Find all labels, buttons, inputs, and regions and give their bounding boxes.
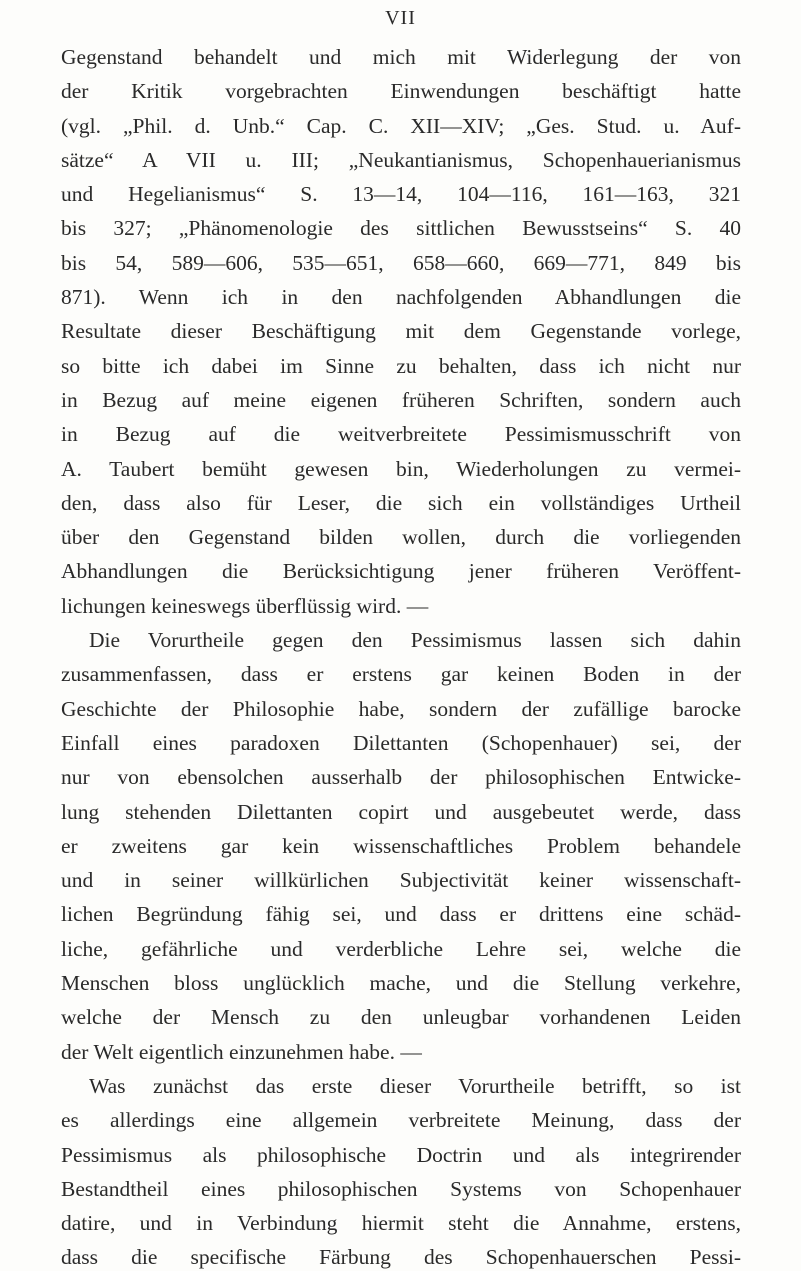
text-line: und in seiner willkürlichen Subjectivität keiner wissenschaft-	[61, 868, 741, 893]
text-line: Die Vorurtheile gegen den Pessimismus lassen sich dahin	[89, 628, 741, 653]
text-line: datire, und in Verbindung hiermit steht die Annahme, erstens,	[61, 1211, 741, 1236]
text-line: und Hegelianismus“ S. 13—14, 104—116, 161—163, 321	[61, 182, 741, 207]
text-line: Resultate dieser Beschäftigung mit dem Gegenstande vorlege,	[61, 319, 741, 344]
text-line: bis 54, 589—606, 535—651, 658—660, 669—771, 849 bis	[61, 250, 741, 275]
text-line: (vgl. „Phil. d. Unb.“ Cap. C. XII—XIV; „Ges. Stud. u. Auf-	[61, 113, 741, 138]
text-line: der Kritik vorgebrachten Einwendungen beschäftigt hatte	[61, 79, 741, 104]
text-line: 871). Wenn ich in den nachfolgenden Abhandlungen die	[61, 285, 741, 310]
text-line: es allerdings eine allgemein verbreitete Meinung, dass der	[61, 1108, 741, 1133]
text-line: liche, gefährliche und verderbliche Lehre sei, welche die	[61, 936, 741, 961]
text-line: lung stehenden Dilettanten copirt und ausgebeutet werde, dass	[61, 799, 741, 824]
text-line: so bitte ich dabei im Sinne zu behalten, dass ich nicht nur	[61, 353, 741, 378]
text-line: der Welt eigentlich einzunehmen habe. —	[61, 1039, 422, 1064]
text-line: in Bezug auf die weitverbreitete Pessimismusschrift von	[61, 422, 741, 447]
text-line: Gegenstand behandelt und mich mit Widerlegung der von	[61, 45, 741, 69]
text-line: Einfall eines paradoxen Dilettanten (Schopenhauer) sei, der	[61, 730, 741, 755]
text-line: Was zunächst das erste dieser Vorurtheile betrifft, so ist	[89, 1073, 741, 1098]
text-line: Pessimismus als philosophische Doctrin und als integrirender	[61, 1142, 741, 1167]
text-line: A. Taubert bemüht gewesen bin, Wiederholungen zu vermei-	[61, 456, 741, 481]
text-line: bis 327; „Phänomenologie des sittlichen Bewusstseins“ S. 40	[61, 216, 741, 241]
text-line: Abhandlungen die Berücksichtigung jener früheren Veröffent-	[61, 559, 741, 584]
text-line: Geschichte der Philosophie habe, sondern der zufällige barocke	[61, 696, 741, 721]
text-line: über den Gegenstand bilden wollen, durch die vorliegenden	[61, 525, 741, 550]
text-line: in Bezug auf meine eigenen früheren Schriften, sondern auch	[61, 387, 741, 412]
text-line: Bestandtheil eines philosophischen Systems von Schopenhauer	[61, 1176, 741, 1201]
text-line: nur von ebensolchen ausserhalb der philosophischen Entwicke-	[61, 765, 741, 790]
page-number: VII	[385, 7, 416, 29]
text-line: dass die specifische Färbung des Schopenhauerschen Pessi-	[61, 1245, 741, 1270]
text-line: zusammenfassen, dass er erstens gar keinen Boden in der	[61, 662, 741, 687]
text-line: den, dass also für Leser, die sich ein vollständiges Urtheil	[61, 490, 741, 515]
text-line: lichen Begründung fähig sei, und dass er drittens eine schäd-	[61, 902, 741, 927]
text-line: er zweitens gar kein wissenschaftliches Problem behandele	[61, 833, 741, 858]
text-line: lichungen keineswegs überflüssig wird. —	[61, 593, 429, 618]
text-line: welche der Mensch zu den unleugbar vorhandenen Leiden	[61, 1005, 741, 1030]
text-line: Menschen bloss unglücklich mache, und die Stellung verkehre,	[61, 971, 741, 996]
body-text	[61, 40, 741, 1275]
text-line: sätze“ A VII u. III; „Neukantianismus, Schopenhauerianismus	[61, 147, 741, 172]
